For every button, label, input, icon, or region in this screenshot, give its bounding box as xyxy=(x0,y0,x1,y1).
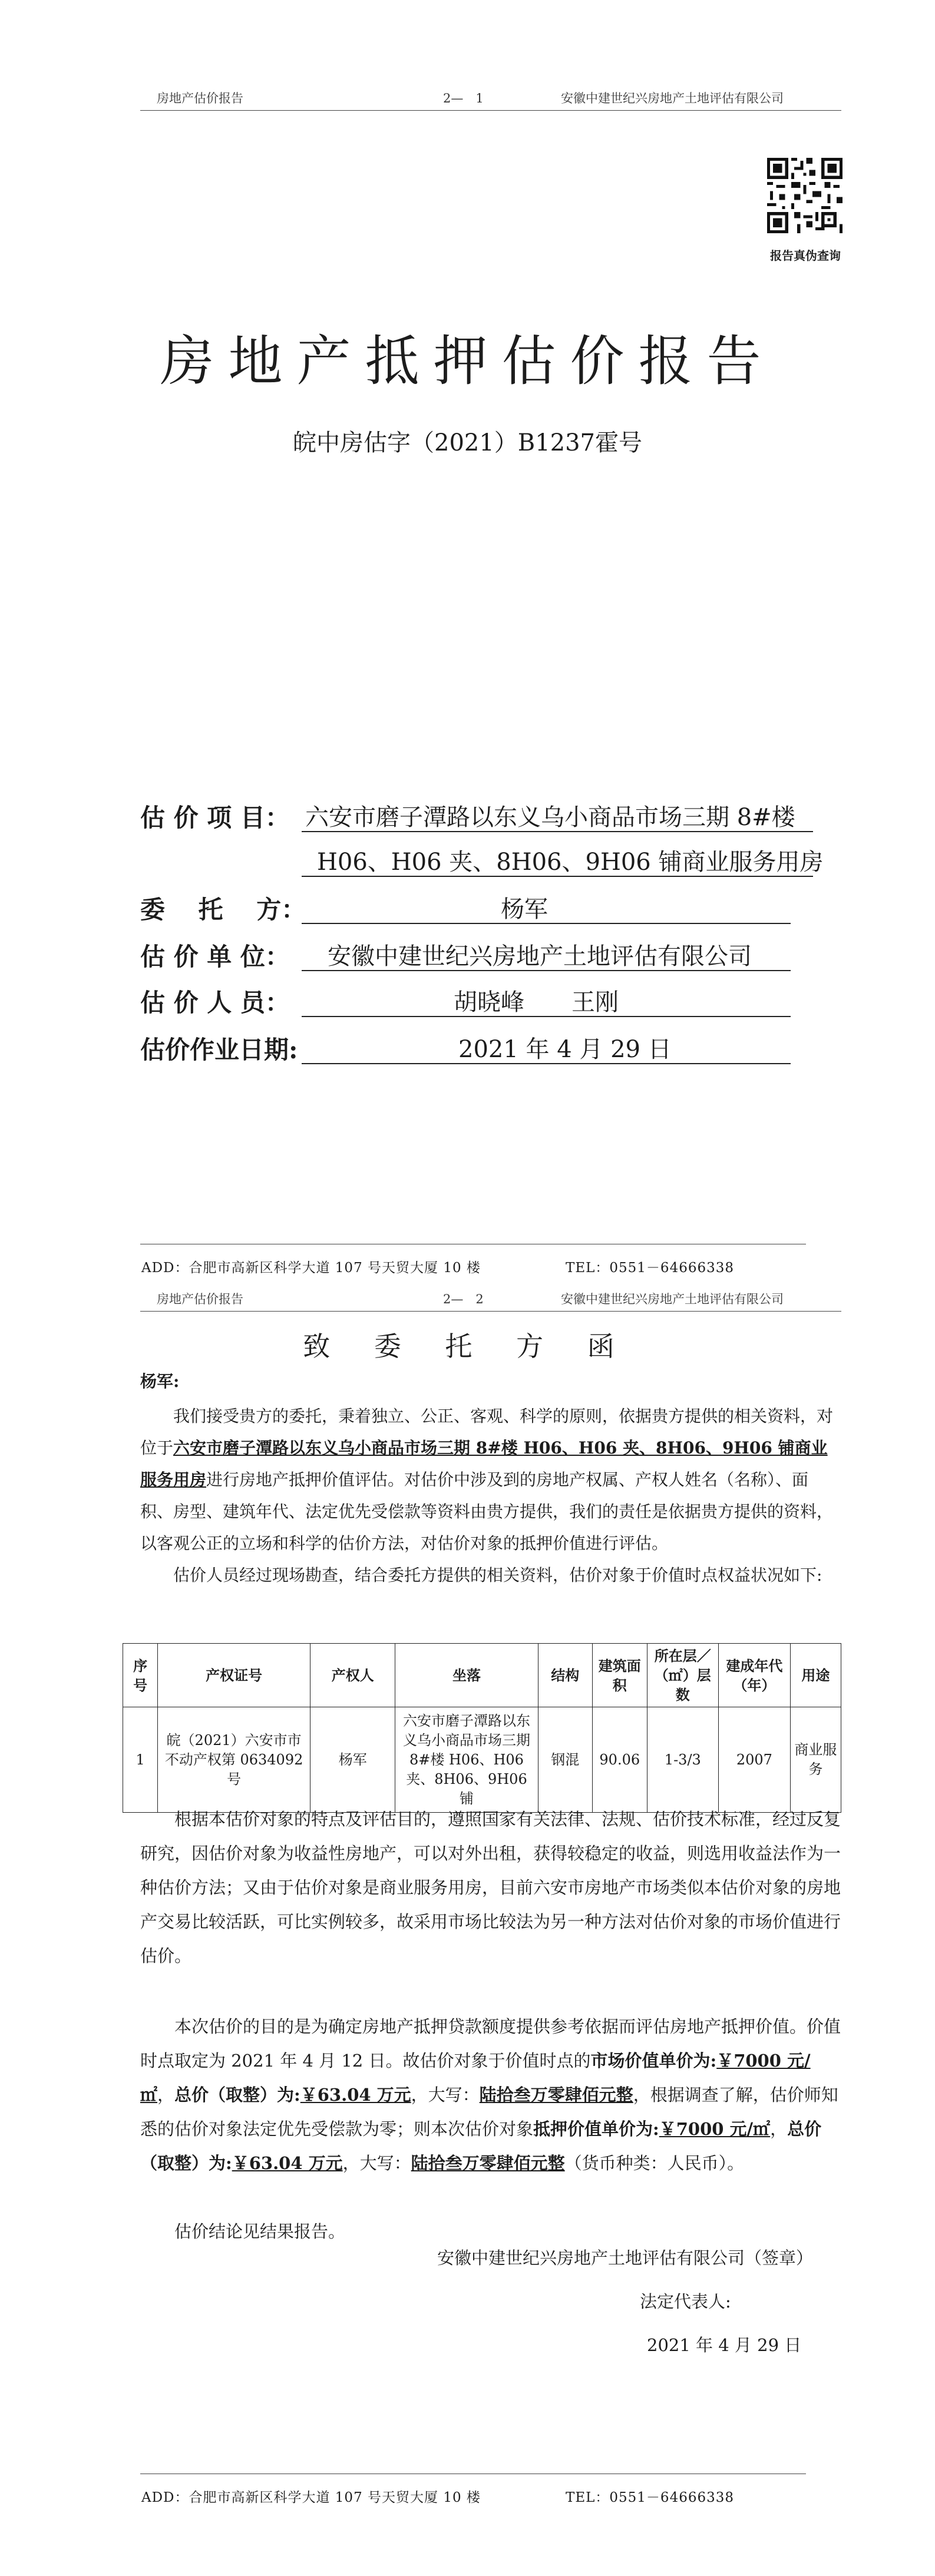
market-unit-price: ￥7000 元/㎡ xyxy=(140,2051,811,2105)
signature-date: 2021 年 4 月 29 日 xyxy=(647,2335,802,2355)
salutation: 杨军: xyxy=(140,1372,180,1391)
para4-text: ，大写： xyxy=(411,2085,480,2105)
header-rule xyxy=(140,110,841,111)
mortgage-total-label: 总价（取整）为: xyxy=(140,2119,822,2173)
mortgage-unit-label: 抵押价值单价为: xyxy=(533,2119,659,2139)
date-value: 2021 年 4 月 29 日 xyxy=(458,1036,672,1063)
col-header: 结构 xyxy=(538,1644,592,1707)
col-header: 建成年代（年） xyxy=(719,1644,791,1707)
paragraph-5: 估价结论见结果报告。 xyxy=(174,2221,346,2241)
cell-usage: 商业服务 xyxy=(790,1707,841,1813)
footer-address: ADD：合肥市高新区科学大道 107 号天贸大厦 10 楼 xyxy=(141,2490,481,2505)
mortgage-unit-price: ￥7000 元/㎡ xyxy=(659,2119,771,2139)
footer-tel: TEL：0551－64666338 xyxy=(566,1260,735,1276)
para1-text: 我们接受贵方的委托，秉着独立、公正、客观、科学的原则，依据贵方提供的相关资料，对位于 xyxy=(140,1406,834,1458)
underline xyxy=(302,1063,791,1064)
cell-cert-no: 皖（2021）六安市市不动产权第 0634092 号 xyxy=(158,1707,310,1813)
header-left: 房地产估价报告 xyxy=(157,1292,243,1306)
header-rule xyxy=(140,1311,841,1312)
date-label: 估价作业日期: xyxy=(140,1035,298,1064)
header-right: 安徽中建世纪兴房地产土地评估有限公司 xyxy=(561,1292,784,1306)
para4-text: （货币种类：人民币）。 xyxy=(564,2153,745,2173)
col-header: 序号 xyxy=(123,1644,158,1707)
property-address: 六安市磨子潭路以东义乌小商品市场三期 8#楼 H06、H06 夹、8H06、9H06 铺商业服务用房 xyxy=(140,1438,828,1489)
document-number: 皖中房估字（2021）B1237霍号 xyxy=(293,429,642,456)
cell-floor: 1-3/3 xyxy=(647,1707,719,1813)
underline xyxy=(302,831,813,832)
paragraph-4 xyxy=(140,2009,841,2180)
col-header: 产权人 xyxy=(310,1644,395,1707)
col-header: 所在层／（㎡）层数 xyxy=(647,1644,719,1707)
para4-text: 本次估价的目的是为确定房地产抵押贷款额度提供参考依据而评估房地产抵押价值。价值时点取定为 2021 年 4 月 12 日。故估价对象于价值时点的 xyxy=(140,2017,841,2071)
cell-year: 2007 xyxy=(719,1707,791,1813)
market-total-price: ￥63.04 万元 xyxy=(300,2085,411,2105)
org-label: 估 价 单 位： xyxy=(140,942,290,971)
paragraph-3: 根据本估价对象的特点及评估目的，遵照国家有关法律、法规、估价技术标准，经过反复研究，因估价对象为收益性房地产，可以对外出租，获得较稳定的收益，则选用收益法作为一种估价方法；又由于估价对象是商业服务用房，目前六安市房地产市场类似本估价对象的房地产交易比较活跃，可比实例较多，故采用市场比较法为另一种方法对估价对象的市场价值进行估价。 xyxy=(140,1809,841,1966)
col-header: 坐落 xyxy=(395,1644,538,1707)
footer-address: ADD：合肥市高新区科学大道 107 号天贸大厦 10 楼 xyxy=(141,1260,481,1276)
paragraph-2: 估价人员经过现场勘查，结合委托方提供的相关资料，估价对象于价值时点权益状况如下: xyxy=(173,1565,822,1585)
staff-value: 胡晓峰 王刚 xyxy=(454,989,619,1016)
market-total-label: 总价（取整）为: xyxy=(174,2085,300,2105)
para4-text: ，根据调查了解，估价师知悉的估价对象法定优先受偿款为零；则本次估价对象 xyxy=(140,2085,838,2139)
para4-sep: ， xyxy=(770,2119,788,2139)
underline xyxy=(302,970,791,971)
header-right: 安徽中建世纪兴房地产土地评估有限公司 xyxy=(561,91,784,105)
qr-code-icon[interactable] xyxy=(767,158,843,233)
report-title: 房地产抵押估价报告 xyxy=(160,330,775,393)
cell-location: 六安市磨子潭路以东义乌小商品市场三期 8#楼 H06、H06 夹、8H06、9H06 铺 xyxy=(395,1707,538,1813)
signature-representative: 法定代表人: xyxy=(640,2292,731,2312)
header-page-number: 2— 2 xyxy=(443,1292,484,1306)
col-header: 产权证号 xyxy=(158,1644,310,1707)
staff-label: 估 价 人 员： xyxy=(140,988,290,1017)
cell-index: 1 xyxy=(123,1707,158,1813)
table-header-row xyxy=(123,1644,841,1707)
project-value-line-2: H06、H06 夹、8H06、9H06 铺商业服务用房 xyxy=(317,849,824,876)
org-value: 安徽中建世纪兴房地产土地评估有限公司 xyxy=(328,943,752,970)
header-page-number: 2— 1 xyxy=(443,91,484,105)
mortgage-total-words: 陆拾叁万零肆佰元整 xyxy=(411,2153,565,2173)
market-unit-label: 市场价值单价为: xyxy=(590,2051,717,2071)
underline xyxy=(302,1016,791,1017)
paragraph-1 xyxy=(140,1400,841,1559)
para4-text: ，大写： xyxy=(342,2153,411,2173)
signature-org: 安徽中建世纪兴房地产土地评估有限公司（签章） xyxy=(437,2248,814,2268)
col-header: 用途 xyxy=(790,1644,841,1707)
underline xyxy=(302,876,813,877)
mortgage-total-price: ￥63.04 万元 xyxy=(232,2153,343,2173)
cell-structure: 钢混 xyxy=(538,1707,592,1813)
letter-title: 致 委 托 方 函 xyxy=(303,1330,632,1362)
footer-tel: TEL：0551－64666338 xyxy=(566,2490,735,2505)
header-left: 房地产估价报告 xyxy=(157,91,243,105)
cell-owner: 杨军 xyxy=(310,1707,395,1813)
project-label: 估 价 项 目： xyxy=(140,803,290,832)
property-table xyxy=(123,1643,841,1813)
qr-caption: 报告真伪查询 xyxy=(770,249,841,263)
client-value: 杨军 xyxy=(501,896,548,923)
market-total-words: 陆拾叁万零肆佰元整 xyxy=(479,2085,633,2105)
underline xyxy=(302,923,791,924)
para1-text-cont: 进行房地产抵押价值评估。对估价中涉及到的房地产权属、产权人姓名（名称）、面积、房型、建筑年代、法定优先受偿款等资料由贵方提供，我们的责任是依据贵方提供的资料，以客观公正的立场和科学的估价方法，对估价对象的抵押价值进行评估。 xyxy=(140,1470,834,1553)
col-header: 建筑面积 xyxy=(593,1644,647,1707)
para4-sep: ， xyxy=(157,2085,175,2105)
table-row xyxy=(123,1707,841,1813)
client-label: 委 托 方： xyxy=(140,895,306,924)
project-value-line-1: 六安市磨子潭路以东义乌小商品市场三期 8#楼 xyxy=(305,804,795,831)
cell-area: 90.06 xyxy=(593,1707,647,1813)
